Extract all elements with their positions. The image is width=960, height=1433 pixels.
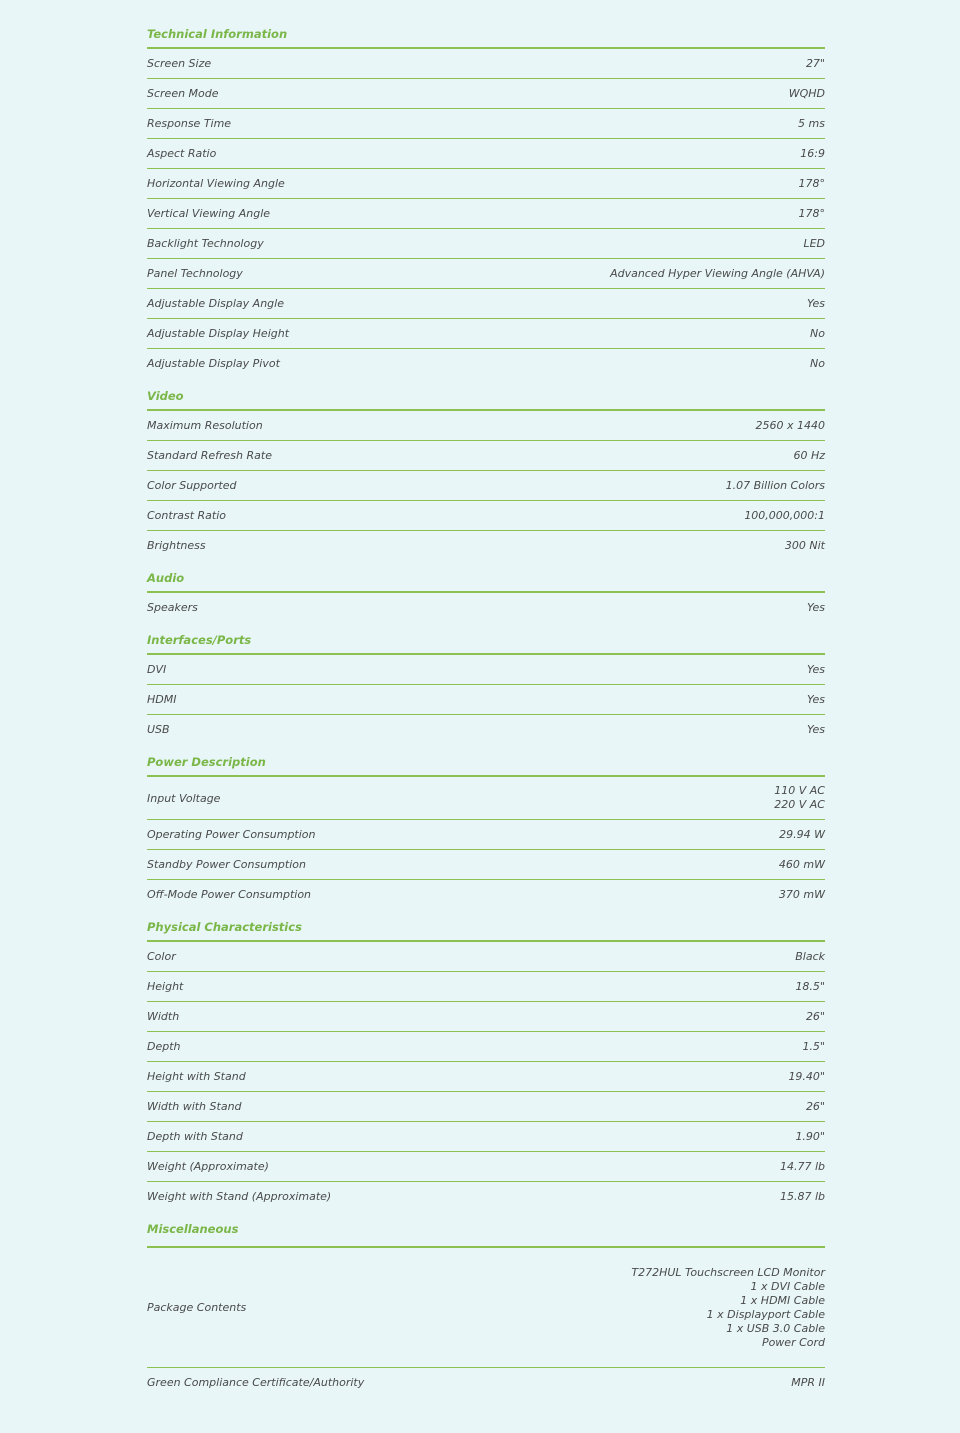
spec-row [147,48,825,78]
spec-value-line: 1.90" [795,1129,825,1143]
spec-value [793,445,825,467]
spec-value [779,854,825,876]
spec-label: Height [147,980,184,993]
spec-row [147,288,825,318]
spec-value-line: LED [803,236,825,250]
spec-value [631,1262,825,1354]
spec-value-line: MPR II [791,1375,825,1389]
spec-value-line: Yes [806,296,825,310]
spec-value [806,1006,825,1028]
spec-row [147,1121,825,1151]
spec-value-line: 460 mW [778,857,825,871]
spec-row [147,168,825,198]
spec-value [774,780,825,816]
spec-label: Width with Stand [147,1100,242,1113]
spec-value [807,719,825,741]
spec-value [803,233,825,255]
spec-value-line: 1 x HDMI Cable [740,1293,825,1307]
spec-value-line: 19.40" [788,1069,825,1083]
spec-label: Width [147,1010,180,1023]
section-title: Audio [147,566,825,592]
spec-value [780,1156,825,1178]
section-title: Technical Information [147,22,825,48]
spec-label: Maximum Resolution [147,419,263,432]
spec-value-line: 1 x Displayport Cable [706,1307,825,1321]
spec-value-line: Power Cord [761,1335,825,1349]
spec-value [779,884,825,906]
spec-value [802,1036,825,1058]
spec-row [147,1091,825,1121]
spec-row [147,1367,825,1397]
spec-value [791,1372,825,1394]
spec-label: Depth [147,1040,181,1053]
spec-value-line: 14.77 lb [779,1159,825,1173]
spec-row [147,879,825,909]
spec-sheet [147,22,825,1403]
spec-value-line: 100,000,000:1 [744,508,825,522]
spec-value-line: WQHD [788,86,825,100]
spec-section [147,628,825,744]
spec-section [147,750,825,909]
spec-value-line: 220 V AC [774,798,825,811]
spec-label: Vertical Viewing Angle [147,207,271,220]
section-title: Interfaces/Ports [147,628,825,654]
spec-row [147,1247,825,1367]
spec-value [789,83,825,105]
spec-label: Aspect Ratio [147,147,217,160]
spec-row [147,530,825,560]
spec-row [147,776,825,819]
spec-value [756,415,826,437]
spec-value-line: 18.5" [795,979,825,993]
spec-label: Color [147,950,176,963]
spec-label: Standard Refresh Rate [147,449,272,462]
spec-value [795,976,825,998]
spec-value-line: 29.94 W [779,827,825,841]
spec-value [795,1126,825,1148]
spec-value-line: T272HUL Touchscreen LCD Monitor [631,1265,825,1279]
spec-value-line: 1.5" [802,1039,825,1053]
spec-row [147,228,825,258]
spec-label: Panel Technology [147,267,243,280]
spec-row [147,1061,825,1091]
spec-label: Color Supported [147,479,237,492]
spec-label: Weight (Approximate) [147,1160,269,1173]
spec-value-line: 300 Nit [784,538,825,552]
spec-value [810,323,825,345]
spec-value-line: 110 V AC [774,784,825,797]
spec-row [147,819,825,849]
spec-value-line: No [810,356,825,370]
spec-label: Adjustable Display Height [147,327,290,340]
spec-row [147,941,825,971]
spec-value [807,659,825,681]
spec-value-line: Yes [806,662,825,676]
spec-row [147,1151,825,1181]
spec-value-line: 370 mW [778,887,825,901]
spec-value-line: 178° [798,176,825,190]
spec-label: Depth with Stand [147,1130,243,1143]
spec-value [795,946,825,968]
spec-value-line: 1.07 Billion Colors [725,478,825,492]
spec-label: Adjustable Display Pivot [147,357,280,370]
spec-row [147,684,825,714]
spec-value [807,293,825,315]
spec-value-line: 178° [798,206,825,220]
spec-value [788,1066,825,1088]
section-title: Physical Characteristics [147,915,825,941]
spec-value-line: Advanced Hyper Viewing Angle (AHVA) [610,266,825,280]
spec-label: Package Contents [147,1301,247,1314]
spec-value-line: 26" [805,1099,825,1113]
spec-row [147,258,825,288]
spec-row [147,78,825,108]
spec-value [799,203,826,225]
spec-value-line: 1 x DVI Cable [750,1279,825,1293]
spec-value-line: 26" [805,1009,825,1023]
spec-value-line: 2560 x 1440 [755,418,825,432]
section-title: Miscellaneous [147,1217,825,1247]
spec-label: Off-Mode Power Consumption [147,888,312,901]
spec-row [147,1181,825,1211]
section-title: Power Description [147,750,825,776]
spec-label: HDMI [147,693,177,706]
spec-row [147,971,825,1001]
spec-label: Adjustable Display Angle [147,297,284,310]
spec-section [147,566,825,622]
spec-row [147,1031,825,1061]
spec-value [807,597,825,619]
spec-row [147,318,825,348]
section-title: Video [147,384,825,410]
spec-row [147,138,825,168]
spec-value-line: 60 Hz [793,448,825,462]
spec-section [147,22,825,378]
spec-value [806,53,825,75]
spec-row [147,849,825,879]
spec-row [147,348,825,378]
spec-value [806,1096,825,1118]
spec-value [807,689,825,711]
spec-label: Height with Stand [147,1070,246,1083]
spec-value-line: Yes [806,692,825,706]
spec-row [147,500,825,530]
spec-value-line: 5 ms [798,116,825,130]
spec-value [800,143,825,165]
spec-value [785,535,825,557]
spec-section [147,1217,825,1397]
spec-value [780,1186,825,1208]
spec-label: Green Compliance Certificate/Authority [147,1376,365,1389]
spec-value-line: Yes [806,600,825,614]
spec-label: Speakers [147,601,198,614]
spec-row [147,198,825,228]
spec-label: Backlight Technology [147,237,264,250]
spec-value [779,824,825,846]
spec-label: Input Voltage [147,791,221,805]
spec-label: Contrast Ratio [147,509,226,522]
spec-label: Operating Power Consumption [147,828,316,841]
spec-value-line: 15.87 lb [779,1189,825,1203]
spec-row [147,1001,825,1031]
spec-value [810,353,825,375]
spec-section [147,915,825,1211]
spec-row [147,108,825,138]
spec-label: Screen Size [147,57,212,70]
spec-value [610,263,825,285]
spec-row [147,714,825,744]
spec-label: Horizontal Viewing Angle [147,177,285,190]
spec-value-line: 1 x USB 3.0 Cable [726,1321,825,1335]
spec-value-line: 27" [805,56,825,70]
spec-row [147,440,825,470]
spec-row [147,470,825,500]
spec-value [744,505,825,527]
spec-label: Standby Power Consumption [147,858,306,871]
spec-value-line: Black [795,949,825,963]
spec-value-line: No [810,326,825,340]
spec-value [799,173,826,195]
spec-label: Screen Mode [147,87,219,100]
spec-row [147,410,825,440]
spec-label: Brightness [147,539,206,552]
spec-section [147,384,825,560]
spec-row [147,592,825,622]
spec-value [798,113,825,135]
spec-label: Response Time [147,117,232,130]
spec-label: DVI [147,663,167,676]
spec-row [147,654,825,684]
spec-label: Weight with Stand (Approximate) [147,1190,332,1203]
spec-value-line: 16:9 [800,146,825,160]
spec-value-line: Yes [806,722,825,736]
spec-label: USB [147,723,170,736]
spec-value [726,475,825,497]
